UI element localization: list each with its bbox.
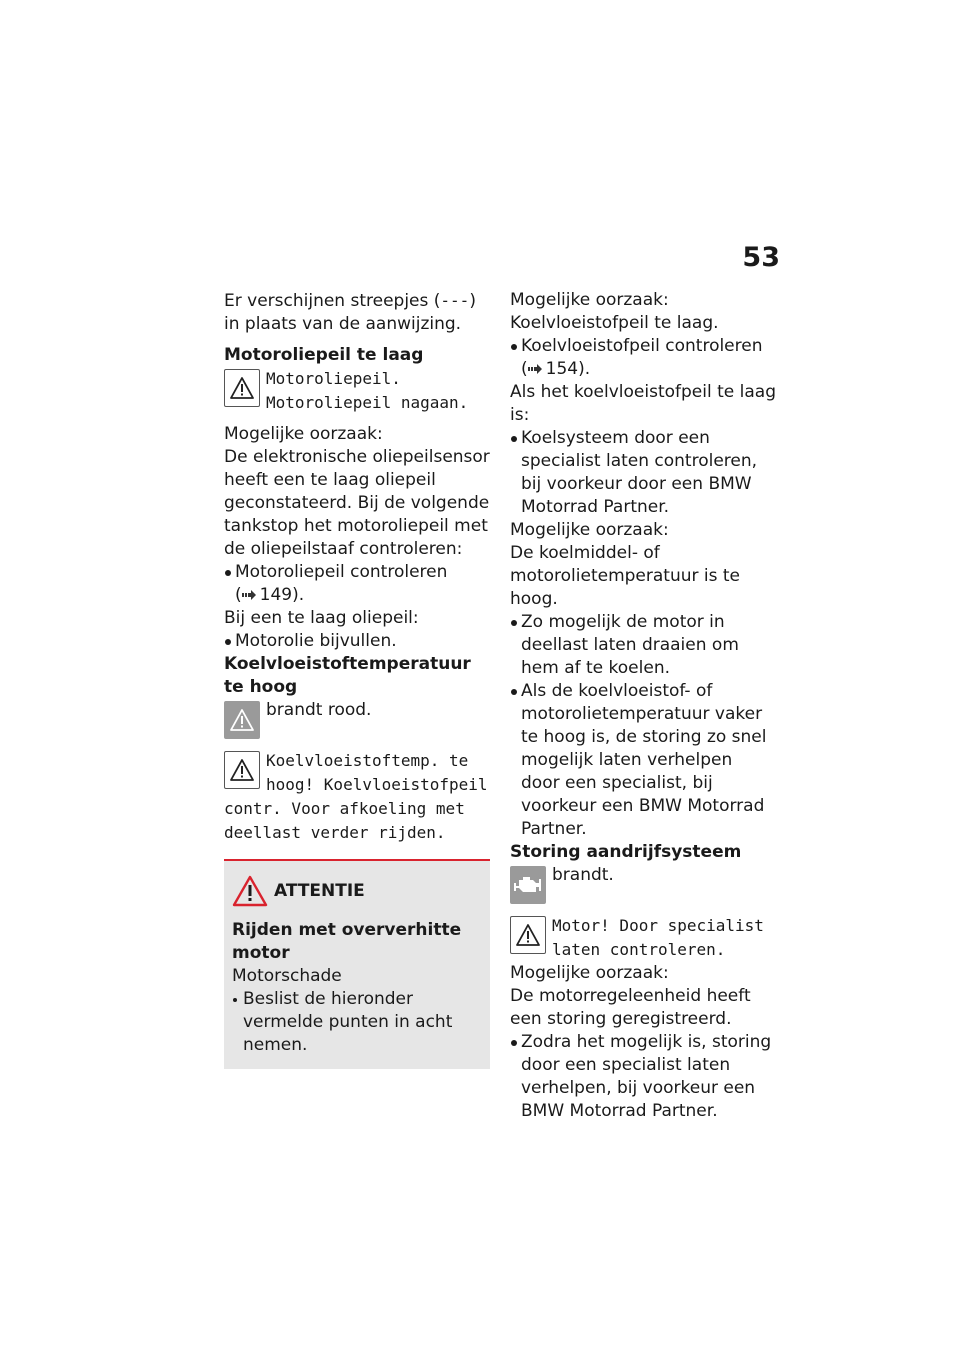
list-item: Als de koelvloeistof- of motorolietemperatuur vaker te hoog is, de storing zo snel mogelijk laten verhelpen door een specialist, bij voorkeur een BMW Motorrad Partner. [510, 680, 776, 841]
drive-fault-display-text: Motor! Door specialist laten controleren. [552, 916, 764, 959]
oil-level-heading: Motoroliepeil te laag [224, 345, 424, 365]
list-item: Motoroliepeil controleren ( 149). [224, 561, 490, 607]
drive-fault-bullets [510, 1031, 776, 1123]
page-reference-icon [528, 364, 542, 374]
page-reference[interactable]: 149). [259, 585, 305, 605]
list-item: Motorolie bijvullen. [224, 630, 490, 653]
coolant-temp-lamp [224, 699, 490, 741]
warning-consequence: Motorschade [232, 966, 342, 986]
oil-cause-label: Mogelijke oorzaak: [224, 424, 383, 444]
coolant-display-text: Koelvloeistoftemp. te hoog! Koelvloeistofpeil contr. Voor afkoeling met deellast verder rijden. [224, 751, 488, 842]
engine-check-icon [510, 866, 546, 904]
oil-level-display-text: Motoroliepeil. Motoroliepeil nagaan. [266, 369, 469, 412]
warning-box [224, 859, 490, 1069]
drive-fault-heading: Storing aandrijfsysteem [510, 842, 742, 862]
drive-fault-lamp [510, 864, 776, 906]
warning-heading: Rijden met oververhitte motor [232, 920, 462, 963]
warning-bullets [232, 988, 482, 1057]
cause1-label: Mogelijke oorzaak: [510, 290, 669, 310]
cause1-text: Koelvloeistofpeil te laag. [510, 313, 719, 333]
list-item: Koelsysteem door een specialist laten controleren, bij voorkeur door een BMW Motorrad Partner. [510, 427, 776, 519]
drive-fault-cause-text: De motorregeleenheid heeft een storing geregistreerd. [510, 986, 751, 1029]
oil-level-display [224, 367, 490, 415]
oil-bullets-2 [224, 630, 490, 653]
drive-fault-lamp-text: brandt. [552, 865, 614, 885]
coolant-lamp-text: brandt rood. [266, 700, 372, 720]
coolant-bullets-2 [510, 427, 776, 519]
oil-bullets-1 [224, 561, 490, 607]
list-item: Koelvloeistofpeil controleren ( 154). [510, 335, 776, 381]
low-coolant-label: Als het koelvloeistofpeil te laag is: [510, 382, 776, 425]
intro-paragraph: Er verschijnen streepjes (---) in plaats van de aanwijzing. [224, 291, 476, 334]
page-reference[interactable]: 154). [545, 359, 591, 379]
list-item: Zo mogelijk de motor in deellast laten draaien om hem af te koelen. [510, 611, 776, 680]
right-column [510, 289, 776, 1123]
list-item: Beslist de hieronder vermelde punten in acht nemen. [232, 988, 482, 1057]
coolant-bullets-1 [510, 335, 776, 381]
warning-title: ATTENTIE [274, 880, 365, 901]
caution-triangle-icon [232, 875, 268, 907]
coolant-temp-heading: Koelvloeistoftemperatuur te hoog [224, 654, 471, 697]
oil-cause-text: De elektronische oliepeilsensor heeft een te laag oliepeil geconstateerd. Bij de volgende tankstop het motoroliepeil met de oliepeilstaaf controleren: [224, 447, 490, 559]
low-oil-label: Bij een te laag oliepeil: [224, 608, 419, 628]
warning-title-row [232, 875, 482, 907]
warning-triangle-icon [224, 369, 260, 407]
temperature-bullets [510, 611, 776, 841]
page-number: 53 [742, 242, 780, 273]
warning-triangle-icon [224, 751, 260, 789]
coolant-temp-display [224, 749, 490, 845]
warning-triangle-icon [510, 916, 546, 954]
cause2-label: Mogelijke oorzaak: [510, 520, 669, 540]
warning-triangle-icon [224, 701, 260, 739]
list-item: Zodra het mogelijk is, storing door een specialist laten verhelpen, bij voorkeur een BMW Motorrad Partner. [510, 1031, 776, 1123]
drive-fault-display [510, 914, 776, 962]
cause2-text: De koelmiddel- of motorolietemperatuur is te hoog. [510, 543, 741, 609]
left-column [224, 289, 490, 1069]
drive-fault-cause-label: Mogelijke oorzaak: [510, 963, 669, 983]
page-reference-icon [242, 590, 256, 600]
